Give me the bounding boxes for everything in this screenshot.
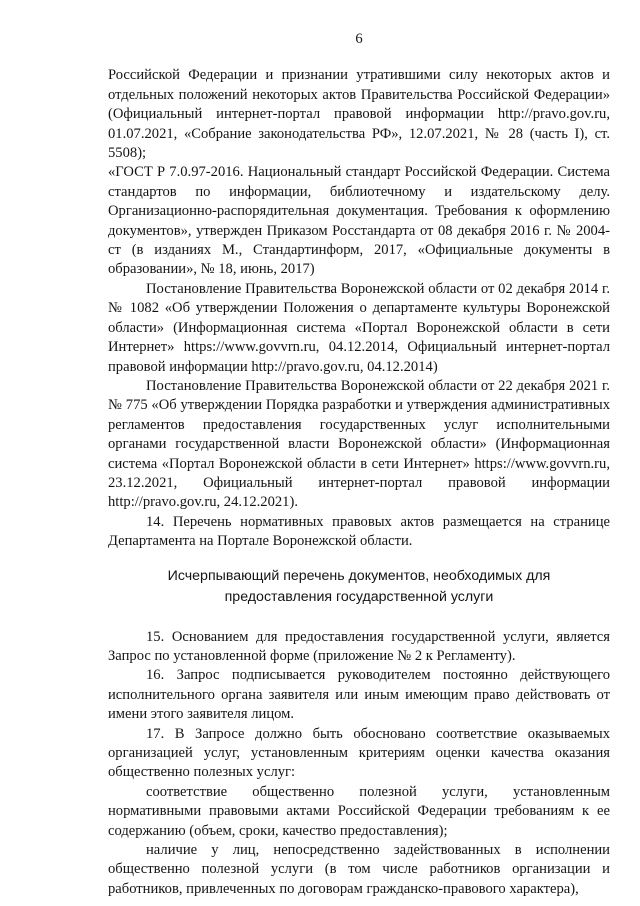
paragraph-top-2: Постановление Правительства Воронежской области от 02 декабря 2014 г. № 1082 «Об утверждении Положения о департаменте культуры Воронежской области» (Информационная система «Портал Воронежской области в сети Интернет» https://www.govvrn.ru, 04.12.2014, Официальный интернет-портал правовой информации http://pravo.gov.ru, 04.12.2014) [108, 280, 610, 375]
paragraph-bottom-4: наличие у лиц, непосредственно задействованных в исполнении общественно полезной услуги (в том числе работников организации и работников, привлеченных по договорам гражданско-правового характера), [108, 842, 610, 897]
page-number: 6 [355, 31, 363, 47]
section-heading: Исчерпывающий перечень документов, необходимых для предоставления государственной услуги [167, 567, 551, 605]
paragraph-bottom-3: соответствие общественно полезной услуги, установленным нормативными правовыми актами Российской Федерации требованиям к ее содержанию (объем, сроки, качество предоставления); [108, 783, 610, 839]
paragraph-bottom-2: 17. В Запросе должно быть обосновано соответствие оказываемых организацией услуг, установленным критериям оценки качества оказания общественно полезных услуг: [108, 725, 610, 781]
paragraph-bottom-1: 16. Запрос подписывается руководителем постоянно действующего исполнительного органа заявителя или иным имеющим право действовать от имени этого заявителя лицом. [108, 667, 610, 723]
paragraph-top-1: «ГОСТ Р 7.0.97-2016. Национальный стандарт Российской Федерации. Система стандартов по информации, библиотечному и издательскому делу. Организационно-распорядительная документация. Требования к оформлению документов», утвержден Приказом Росстандарта от 08 декабря 2016 г. № 2004-ст (в изданиях М., Стандартинформ, 2017, «Официальные документы в образовании», № 18, июнь, 2017) [108, 164, 610, 278]
paragraph-bottom-0: 15. Основанием для предоставления государственной услуги, является Запрос по установленной форме (приложение № 2 к Регламенту). [108, 628, 610, 664]
paragraph-top-4: 14. Перечень нормативных правовых актов размещается на странице Департамента на Портале Воронежской области. [108, 513, 610, 550]
paragraphs-top [108, 66, 610, 551]
paragraph-top-3: Постановление Правительства Воронежской области от 22 декабря 2021 г. № 775 «Об утверждении Порядка разработки и утверждения административных регламентов предоставления государственных услуг исполнительными органами государственной власти Воронежской области» (Информационная система «Портал Воронежской области в сети Интернет» https://www.govvrn.ru, 23.12.2021, Официальный интернет-портал правовой информации http://pravo.gov.ru, 24.12.2021). [108, 377, 610, 511]
document-page [108, 30, 610, 899]
paragraph-top-0: Российской Федерации и признании утратившими силу некоторых актов и отдельных положений некоторых актов Правительства Российской Федерации» (Официальный интернет-портал правовой информации http://pravo.gov.ru, 01.07.2021, «Собрание законодательства РФ», 12.07.2021, № 28 (часть I), ст. 5508); [108, 67, 610, 162]
paragraphs-bottom [108, 628, 610, 900]
